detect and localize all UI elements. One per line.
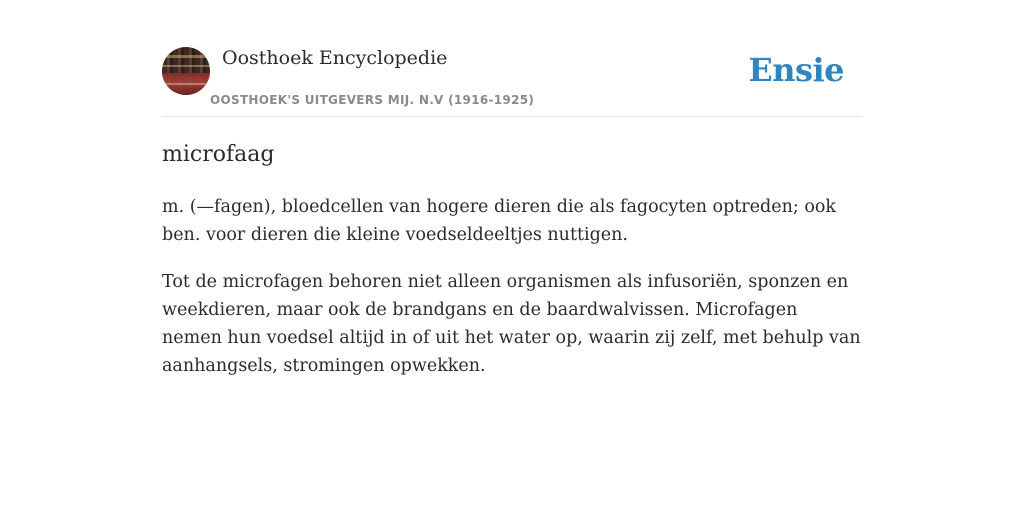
entry-header [162, 46, 862, 117]
entry-paragraph: m. (—fagen), bloedcellen van hogere dieren die als fagocyten optreden; ook ben. voor dieren die kleine voedseldeeltjes nuttigen. [162, 197, 836, 245]
avatar-band [162, 65, 210, 67]
bookshelf-avatar-icon[interactable] [162, 47, 210, 95]
encyclopedia-title-link[interactable]: Oosthoek Encyclopedie [222, 47, 448, 69]
avatar-band [162, 55, 210, 58]
entry-card [162, 46, 862, 380]
ensie-logo-link[interactable]: Ensie [748, 51, 844, 89]
entry-paragraph: Tot de microfagen behoren niet alleen organismen als infusoriën, sponzen en weekdieren, maar ook de brandgans en de baardwalvissen. Microfagen nemen hun voedsel altijd in of uit het water op, waarin zij zelf, met behulp van aanhangsels, stromingen opwekken. [162, 272, 861, 376]
publisher-subtitle: OOSTHOEK'S UITGEVERS MIJ. N.V (1916-1925) [210, 93, 535, 107]
entry-term-heading: microfaag [162, 142, 275, 167]
avatar-band [162, 83, 210, 85]
